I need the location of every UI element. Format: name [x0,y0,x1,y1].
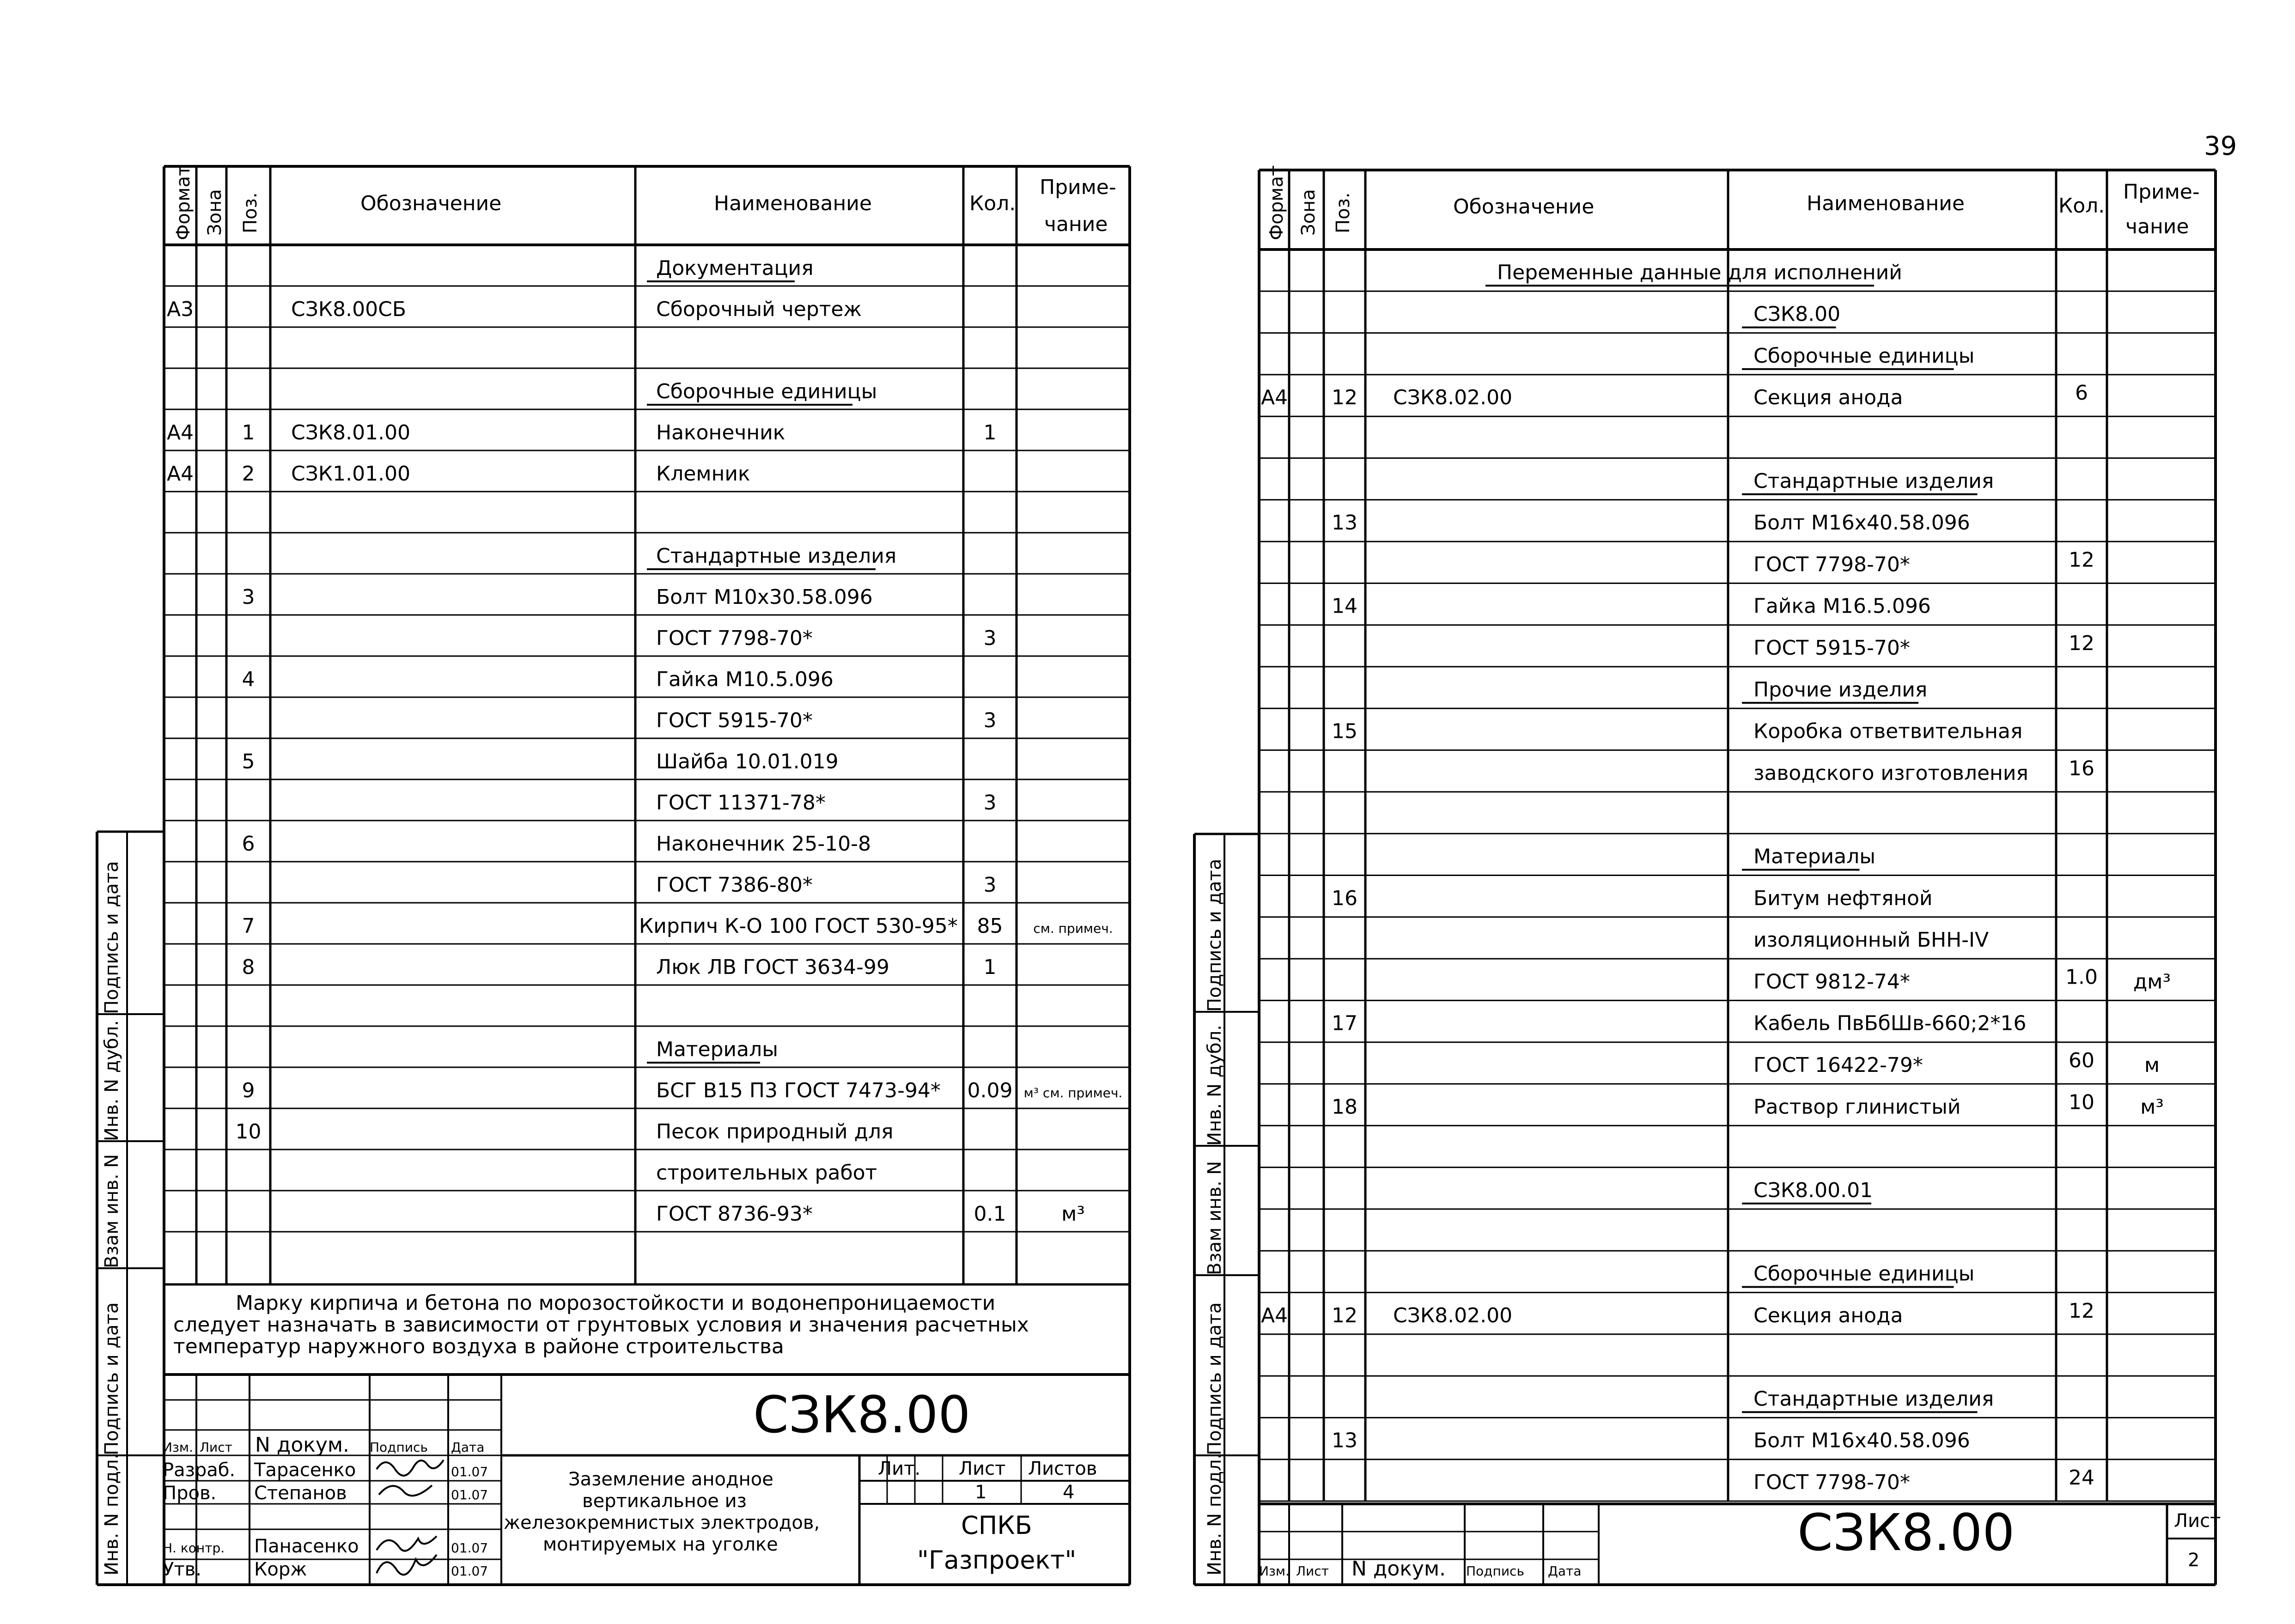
row-format: А4 [167,462,194,486]
row-quantity: 0.09 [967,1079,1013,1102]
header-note-2: чание [2125,215,2189,238]
header-pos: Поз. [240,192,261,233]
note-line: следует назначать в зависимости от грунтовых условия и значения расчетных [173,1313,1029,1337]
side-stamp-dup-inv: Инв. N дубл. [101,1020,122,1141]
tb-person: Тарасенко [254,1460,356,1481]
row-note: дм³ [2133,970,2171,994]
tb-person: Корж [254,1559,307,1580]
row-name: БСГ В15 П3 ГОСТ 7473-94* [656,1079,941,1102]
row-note: м [2144,1053,2160,1077]
row-name: Гайка М16.5.096 [1753,594,1931,618]
tb-col-izm: Изм. [1259,1563,1290,1579]
row-format: А3 [167,298,194,321]
row-name: Клемник [656,462,750,486]
header-note-2: чание [1044,213,1108,236]
row-quantity: 1 [983,955,997,979]
tb-date: 01.07 [451,1540,488,1556]
row-name: Шайба 10.01.019 [656,750,839,773]
doc-code: СЗК8.00 [753,1385,971,1444]
row-note: м³ [1061,1202,1085,1226]
org-name: СПКБ [961,1511,1032,1540]
right-side-stamps [1204,859,1225,1575]
side-stamp-orig-inv: Инв. N подл. [1204,1453,1225,1575]
sheet-label: Лист [2174,1510,2221,1532]
row-name: Коробка ответвительная [1753,719,2023,743]
row-position: 12 [1332,1303,1358,1327]
row-quantity: 3 [983,873,997,897]
doc-title-line: вертикальное из [582,1490,747,1512]
row-name: ГОСТ 16422-79* [1753,1053,1923,1077]
row-name: ГОСТ 7386-80* [656,873,813,897]
side-stamp-signature-2: Подпись и дата [101,1302,122,1455]
tb-col-sign: Подпись [370,1440,428,1455]
header-designation: Обозначение [1453,195,1595,219]
section-heading: Прочие изделия [1753,678,1928,702]
tb-role: Н. контр. [163,1540,225,1556]
section-heading: СЗК8.00.01 [1753,1178,1873,1202]
row-name: Сборочный чертеж [656,298,862,321]
tb-date: 01.07 [451,1464,488,1479]
tb-date: 01.07 [451,1487,488,1502]
row-quantity: 10 [2069,1090,2094,1114]
row-name: Болт М16x40.58.096 [1753,1429,1970,1453]
row-name: ГОСТ 5915-70* [1753,636,1910,660]
row-name: Кирпич К-О 100 ГОСТ 530-95* [639,914,958,938]
row-format: А4 [1261,386,1288,410]
row-position: 2 [242,462,255,486]
sheet-label: Лист [959,1458,1006,1479]
row-position: 15 [1332,719,1358,743]
row-quantity: 3 [983,791,997,815]
signature-scribble [379,1485,432,1496]
header-format: Формат [1266,165,1287,240]
row-position: 3 [242,585,255,609]
row-name: изоляционный БНН-IV [1753,928,1989,952]
tb-date: 01.07 [451,1563,488,1579]
left-spec-header [173,165,1116,240]
right-title-block [1259,1503,2221,1581]
row-name: Наконечник [656,421,785,444]
row-quantity: 3 [983,709,997,732]
row-position: 13 [1332,511,1358,535]
row-name: Секция анода [1753,386,1903,410]
tb-role: Пров. [163,1483,217,1504]
row-name: Песок природный для [656,1120,894,1143]
row-position: 16 [1332,886,1358,910]
row-name: ГОСТ 7798-70* [656,626,813,650]
tb-col-doc: N докум. [255,1433,350,1457]
sheets-label: Листов [1028,1458,1097,1479]
tb-person: Панасенко [254,1536,359,1557]
section-heading: Переменные данные для исполнений [1497,261,1902,285]
tb-col-list: Лист [1296,1563,1329,1579]
row-note: м³ см. примеч. [1023,1085,1123,1101]
right-spec-header [1266,165,2200,240]
doc-code: СЗК8.00 [1797,1503,2015,1562]
header-note-1: Приме- [2123,180,2200,204]
right-sheet [1194,165,2221,1585]
header-name: Наименование [1807,192,1965,215]
row-quantity: 85 [977,914,1003,938]
row-position: 5 [242,750,255,773]
row-position: 4 [242,668,255,691]
row-name: Гайка М10.5.096 [656,668,834,691]
left-title-block [163,1385,1097,1580]
tb-col-date: Дата [451,1440,485,1455]
tb-col-sign: Подпись [1466,1563,1524,1579]
header-qty: Кол. [969,192,1016,215]
row-position: 6 [242,832,255,856]
header-qty: Кол. [2058,194,2105,218]
row-name: ГОСТ 11371-78* [656,791,826,815]
row-name: Болт М16x40.58.096 [1753,511,1970,535]
left-side-stamps [101,861,122,1575]
row-designation: СЗК8.00СБ [291,298,407,321]
header-note-1: Приме- [1040,176,1116,199]
section-heading: Стандартные изделия [656,544,897,568]
row-quantity: 1 [983,421,997,444]
row-position: 9 [242,1079,255,1102]
side-stamp-replace-inv: Взам инв. N [1204,1161,1225,1275]
section-heading: Документация [656,256,814,280]
signature-scribble [377,1460,444,1476]
side-stamp-signature-2: Подпись и дата [1204,1302,1225,1455]
section-heading: Сборочные единицы [656,380,877,403]
row-name: ГОСТ 7798-70* [1753,1471,1910,1494]
row-name: Раствор глинистый [1753,1095,1961,1119]
row-quantity: 3 [983,626,997,650]
left-spec-rows [167,256,1122,1226]
note-line: Марку кирпича и бетона по морозостойкости и водонепроницаемости [236,1291,996,1315]
section-heading: Сборочные единицы [1753,1262,1975,1286]
row-quantity: 1.0 [2065,965,2098,989]
row-quantity: 24 [2069,1466,2094,1490]
row-name: строительных работ [656,1161,877,1185]
section-heading: Материалы [1753,845,1875,869]
side-stamp-signature: Подпись и дата [101,861,122,1014]
row-name: Кабель ПвБбШв-660;2*16 [1753,1011,2027,1035]
header-name: Наименование [714,192,872,215]
row-position: 8 [242,955,255,979]
lit-label: Лит. [878,1458,921,1479]
row-position: 18 [1332,1095,1358,1119]
left-note [173,1291,1029,1358]
tb-role: Разраб. [163,1460,236,1481]
row-note: см. примеч. [1033,921,1113,936]
row-position: 12 [1332,386,1358,410]
row-format: А4 [1261,1303,1288,1327]
row-note: м³ [2140,1095,2164,1119]
row-quantity: 6 [2075,381,2088,405]
signature-scribble [377,1555,437,1575]
header-format: Формат [173,165,194,240]
row-quantity: 12 [2069,548,2094,572]
row-name: ГОСТ 7798-70* [1753,553,1910,577]
row-position: 7 [242,914,255,938]
header-pos: Поз. [1333,192,1354,233]
side-stamp-dup-inv: Инв. N дубл. [1204,1025,1225,1146]
row-quantity: 12 [2069,1299,2094,1323]
row-position: 17 [1332,1011,1358,1035]
header-designation: Обозначение [360,192,502,215]
row-designation: СЗК1.01.00 [291,462,411,486]
side-stamp-signature: Подпись и дата [1204,858,1225,1012]
sheet-value: 2 [2188,1550,2200,1571]
row-quantity: 16 [2069,756,2094,780]
row-format: А4 [167,421,194,444]
sheets-value: 4 [1063,1482,1075,1503]
org-name: "Газпроект" [917,1545,1077,1575]
row-quantity: 12 [2069,632,2094,655]
row-name: ГОСТ 8736-93* [656,1202,813,1226]
row-name: Секция анода [1753,1303,1903,1327]
row-quantity: 60 [2069,1049,2094,1072]
left-sheet [97,165,1130,1585]
row-name: Наконечник 25-10-8 [656,832,871,856]
tb-col-izm: Изм. [163,1440,193,1455]
doc-title-line: железокремнистых электродов, [504,1512,820,1533]
tb-col-date: Дата [1548,1563,1582,1579]
row-position: 1 [242,421,255,444]
section-heading: СЗК8.00 [1753,302,1841,326]
row-name: Битум нефтяной [1753,886,1933,910]
header-zone: Зона [1298,189,1319,236]
row-quantity: 0.1 [974,1202,1006,1226]
row-position: 13 [1332,1429,1358,1453]
sheet-value: 1 [975,1482,987,1503]
row-designation: СЗК8.02.00 [1393,1303,1513,1327]
section-heading: Сборочные единицы [1753,344,1975,368]
row-position: 10 [235,1120,262,1143]
row-name: ГОСТ 5915-70* [656,709,813,732]
tb-col-list: Лист [200,1440,232,1455]
header-zone: Зона [204,189,225,236]
row-designation: СЗК8.02.00 [1393,386,1513,410]
side-stamp-replace-inv: Взам инв. N [101,1154,122,1268]
row-name: заводского изготовления [1753,761,2028,785]
tb-role: Утв. [163,1559,201,1580]
tb-col-doc: N докум. [1351,1557,1446,1581]
row-name: Люк ЛВ ГОСТ 3634-99 [656,955,889,979]
section-heading: Материалы [656,1038,778,1061]
row-name: Болт М10x30.58.096 [656,585,873,609]
row-position: 14 [1332,594,1358,618]
tb-person: Степанов [254,1483,347,1504]
row-designation: СЗК8.01.00 [291,421,411,444]
note-line: температур наружного воздуха в районе строительства [173,1335,784,1358]
page-number: 39 [2204,131,2237,161]
section-heading: Стандартные изделия [1753,1387,1994,1411]
section-heading: Стандартные изделия [1753,469,1994,493]
row-name: ГОСТ 9812-74* [1753,970,1910,994]
signature-scribble [377,1536,437,1551]
side-stamp-orig-inv: Инв. N подл. [101,1453,122,1575]
doc-title-line: монтируемых на уголке [543,1534,778,1555]
doc-title-line: Заземление анодное [568,1469,773,1490]
right-spec-rows [1261,261,2171,1494]
